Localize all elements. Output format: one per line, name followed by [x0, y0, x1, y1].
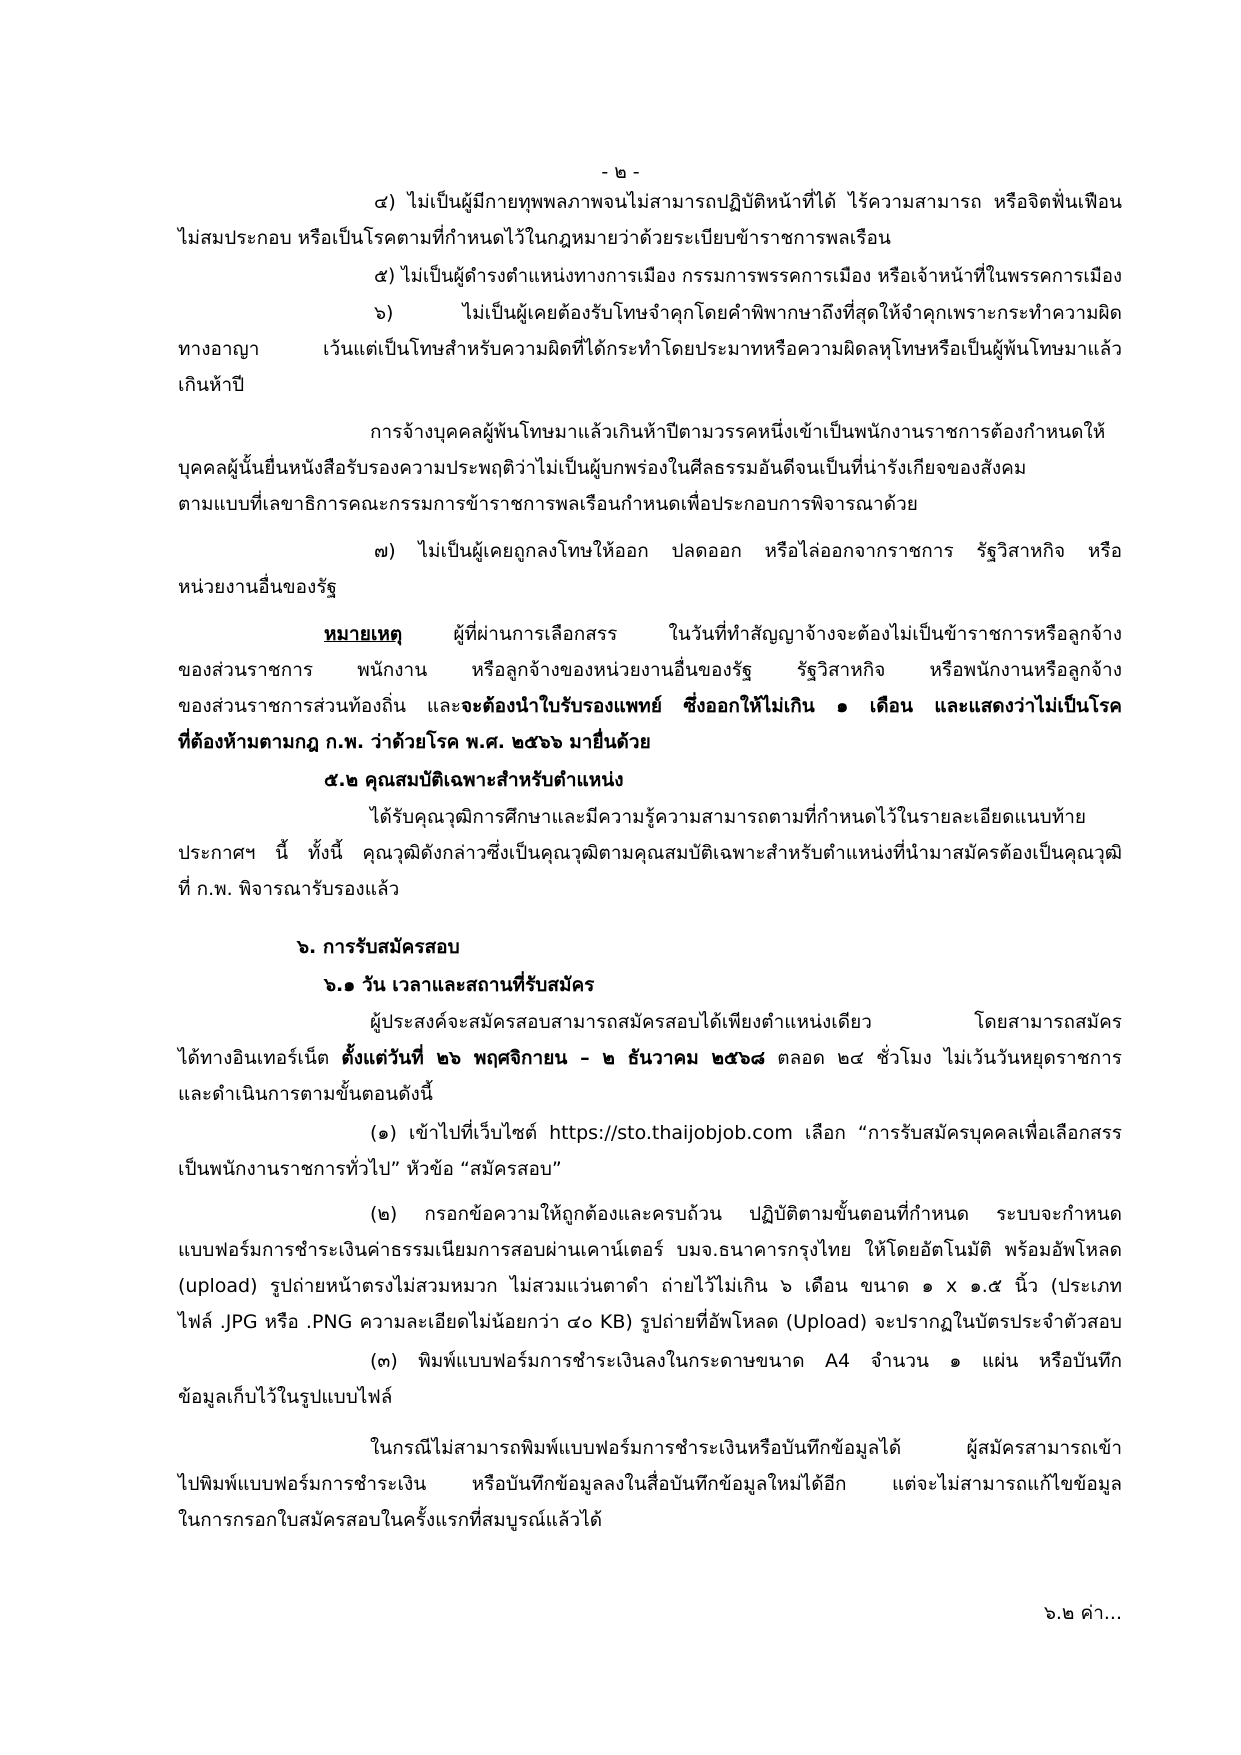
remark-line-1 [324, 617, 1122, 651]
step-2-line-1: (๒) กรอกข้อความให้ถูกต้องและครบถ้วน ปฏิบัติตามขั้นตอนที่กำหนด ระบบจะกำหนด [370, 1203, 1122, 1225]
remark-line-4: ที่ต้องห้ามตามกฎ ก.พ. ว่าด้วยโรค พ.ศ. ๒๕๖๖ มายื่นด้วย [178, 731, 651, 753]
section-heading-6-1: ๖.๑ วัน เวลาและสถานที่รับสมัคร [324, 974, 595, 996]
remark-line-2: ของส่วนราชการ พนักงาน หรือลูกจ้างของหน่วยงานอื่นของรัฐ รัฐวิสาหกิจ หรือพนักงานหรือลูกจ้าง [178, 659, 1122, 681]
reprint-paragraph-line-3: ในการกรอกใบสมัครสอบในครั้งแรกที่สมบูรณ์แล้วได้ [178, 1509, 603, 1531]
section-6-1-line-3: และดำเนินการตามขั้นตอนดังนี้ [178, 1083, 433, 1105]
step-2-line-3: (upload) รูปถ่ายหน้าตรงไม่สวมหมวก ไม่สวมแว่นตาดำ ถ่ายไว้ไม่เกิน ๖ เดือน ขนาด ๑ x ๑.๕ นิ้ว (ประเภท [178, 1275, 1122, 1297]
qualification-item-6-cont: ทางอาญา เว้นแต่เป็นโทษสำหรับความผิดที่ได้กระทำโดยประมาทหรือความผิดลหุโทษหรือเป็นผู้พ้นโทษมาแล้ว [178, 338, 1122, 360]
step-3-line-2: ข้อมูลเก็บไว้ในรูปแบบไฟล์ [178, 1386, 393, 1408]
remark-label: หมายเหตุ [324, 623, 403, 645]
qualification-item-4: ๔) ไม่เป็นผู้มีกายทุพพลภาพจนไม่สามารถปฏิบัติหน้าที่ได้ ไร้ความสามารถ หรือจิตฟั่นเฟือน [374, 191, 1122, 213]
qualification-item-5: ๕) ไม่เป็นผู้ดำรงตำแหน่งทางการเมือง กรรมการพรรคการเมือง หรือเจ้าหน้าที่ในพรรคการเมือง [374, 266, 1122, 287]
hiring-paragraph-line-1: การจ้างบุคคลผู้พ้นโทษมาแล้วเกินห้าปีตามวรรคหนึ่งเข้าเป็นพนักงานราชการต้องกำหนดให้ [370, 421, 1106, 443]
section-5-2-line-3: ที่ ก.พ. พิจารณารับรองแล้ว [178, 878, 400, 900]
section-5-2-line-2: ประกาศฯ นี้ ทั้งนี้ คุณวุฒิดังกล่าวซึ่งเป็นคุณวุฒิตามคุณสมบัติเฉพาะสำหรับตำแหน่งที่นำมาสมัครต้องเป็นคุณวุฒิ [178, 842, 1122, 864]
qualification-item-4-cont: ไม่สมประกอบ หรือเป็นโรคตามที่กำหนดไว้ในกฎหมายว่าด้วยระเบียบข้าราชการพลเรือน [178, 227, 891, 249]
remark-line-3 [178, 689, 1122, 723]
step-2-line-4: ไฟล์ .JPG หรือ .PNG ความละเอียดไม่น้อยกว่า ๔๐ KB) รูปถ่ายที่อัพโหลด (Upload) จะปรากฏในบัตรประจำตัวสอบ [178, 1311, 1122, 1333]
remark-text: ผู้ที่ผ่านการเลือกสรร ในวันที่ทำสัญญาจ้างจะต้องไม่เป็นข้าราชการหรือลูกจ้าง [402, 623, 1122, 645]
qualification-item-7: ๗) ไม่เป็นผู้เคยถูกลงโทษให้ออก ปลดออก หรือไล่ออกจากราชการ รัฐวิสาหกิจ หรือ [374, 540, 1122, 562]
step-1-line-1: (๑) เข้าไปที่เว็บไซต์ https://sto.thaijobjob.com เลือก “การรับสมัครบุคคลเพื่อเลือกสรร [370, 1122, 1122, 1144]
qualification-item-6-end: เกินห้าปี [178, 374, 245, 396]
application-period: ตั้งแต่วันที่ ๒๖ พฤศจิกายน – ๒ ธันวาคม ๒๕๖๘ [341, 1047, 766, 1069]
section-6-1-text-c: ตลอด ๒๔ ชั่วโมง ไม่เว้นวันหยุดราชการ [765, 1047, 1122, 1069]
page-number: - ๒ - [601, 161, 640, 183]
continuation-marker: ๖.๒ ค่า... [1043, 1602, 1122, 1624]
section-6-1-line-1: ผู้ประสงค์จะสมัครสอบสามารถสมัครสอบได้เพียงตำแหน่งเดียว โดยสามารถสมัคร [370, 1011, 1122, 1033]
remark-text-bold: จะต้องนำใบรับรองแพทย์ ซึ่งออกให้ไม่เกิน ๑ เดือน และแสดงว่าไม่เป็นโรค [461, 695, 1123, 717]
step-1-line-2: เป็นพนักงานราชการทั่วไป” หัวข้อ “สมัครสอบ” [178, 1158, 562, 1180]
section-5-2-line-1: ได้รับคุณวุฒิการศึกษาและมีความรู้ความสามารถตามที่กำหนดไว้ในรายละเอียดแนบท้าย [370, 806, 1087, 828]
step-3-line-1: (๓) พิมพ์แบบฟอร์มการชำระเงินลงในกระดาษขนาด A4 จำนวน ๑ แผ่น หรือบันทึก [370, 1350, 1122, 1372]
section-6-1-line-2 [178, 1041, 1122, 1075]
step-2-line-2: แบบฟอร์มการชำระเงินค่าธรรมเนียมการสอบผ่านเคาน์เตอร์ บมจ.ธนาคารกรุงไทย ให้โดยอัตโนมัติ พร้อมอัพโหลด [178, 1239, 1122, 1261]
remark-text-plain: ของส่วนราชการส่วนท้องถิ่น และ [178, 695, 461, 717]
section-heading-5-2: ๕.๒ คุณสมบัติเฉพาะสำหรับตำแหน่ง [324, 769, 624, 791]
reprint-paragraph-line-1: ในกรณีไม่สามารถพิมพ์แบบฟอร์มการชำระเงินหรือบันทึกข้อมูลได้ ผู้สมัครสามารถเข้า [370, 1437, 1122, 1459]
section-6-1-text-a: ได้ทางอินเทอร์เน็ต [178, 1047, 342, 1069]
section-heading-6: ๖. การรับสมัครสอบ [297, 936, 460, 958]
hiring-paragraph-line-2: บุคคลผู้นั้นยื่นหนังสือรับรองความประพฤติว่าไม่เป็นผู้บกพร่องในศีลธรรมอันดีจนเป็นที่น่ารังเกียจของสังคม [178, 457, 1027, 479]
qualification-item-6: ๖) ไม่เป็นผู้เคยต้องรับโทษจำคุกโดยคำพิพากษาถึงที่สุดให้จำคุกเพราะกระทำความผิด [374, 302, 1122, 324]
reprint-paragraph-line-2: ไปพิมพ์แบบฟอร์มการชำระเงิน หรือบันทึกข้อมูลลงในสื่อบันทึกข้อมูลใหม่ได้อีก แต่จะไม่สามารถแก้ไขข้อมูล [178, 1473, 1122, 1495]
qualification-item-7-cont: หน่วยงานอื่นของรัฐ [178, 576, 338, 598]
hiring-paragraph-line-3: ตามแบบที่เลขาธิการคณะกรรมการข้าราชการพลเรือนกำหนดเพื่อประกอบการพิจารณาด้วย [178, 493, 918, 515]
